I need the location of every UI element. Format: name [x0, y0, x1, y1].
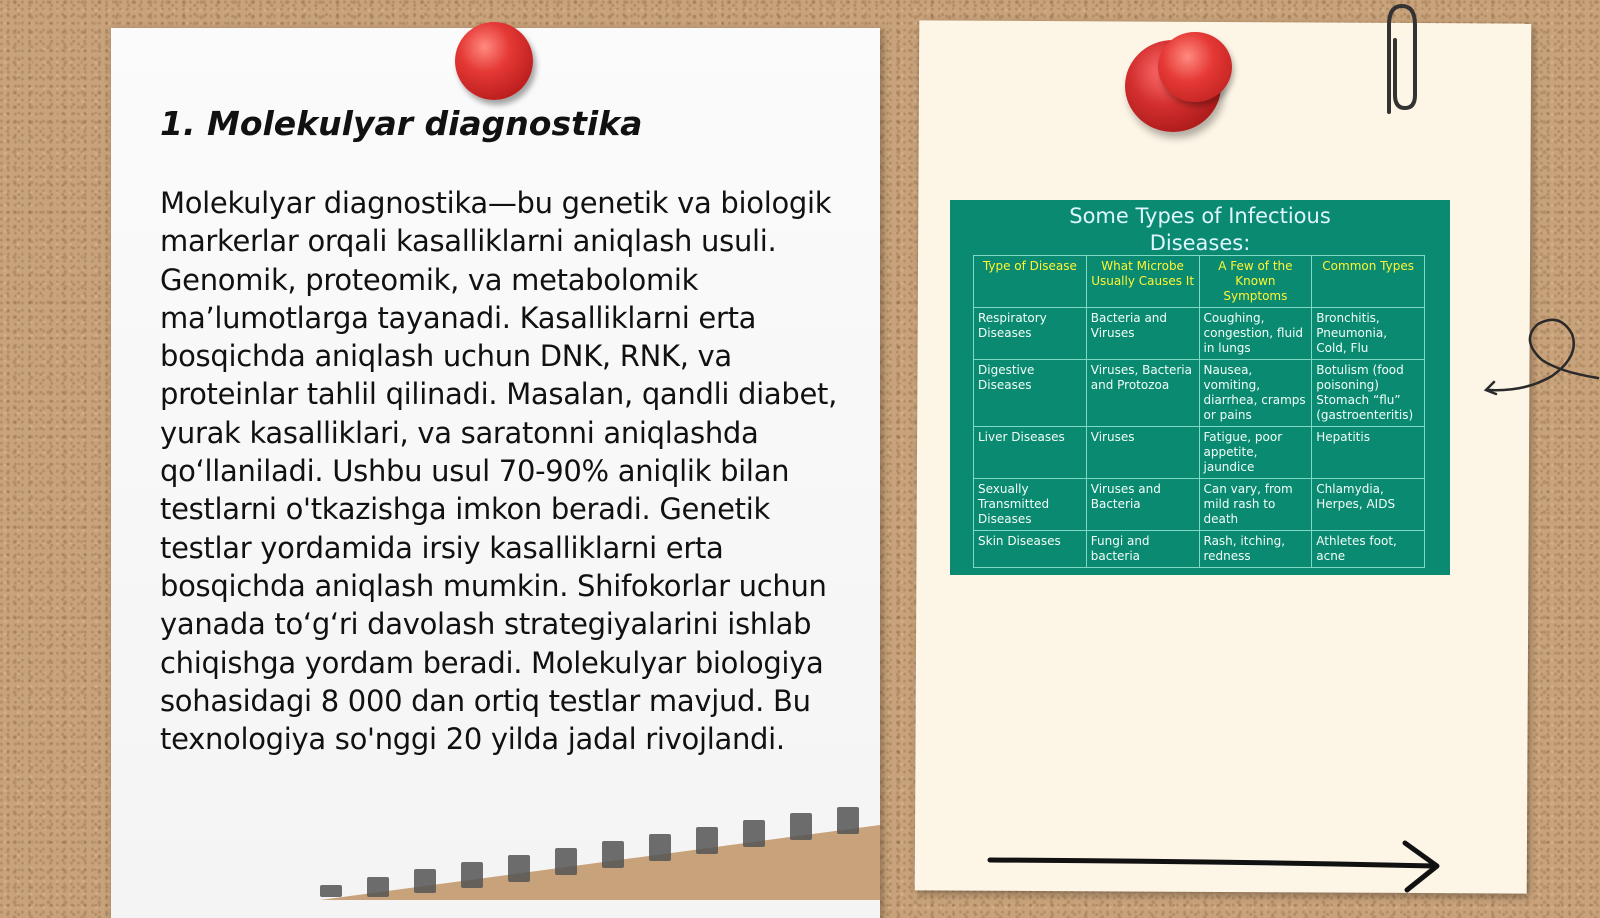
paper-clip-icon — [1375, 0, 1425, 125]
table-cell: Rash, itching, redness — [1199, 531, 1312, 568]
table-cell: Botulism (food poisoning) Stomach “flu” (gastroenteritis) — [1312, 360, 1425, 427]
column-header: What Microbe Usually Causes It — [1086, 256, 1199, 308]
push-pin-icon — [455, 22, 533, 100]
table-row — [974, 427, 1425, 479]
table-cell: Viruses — [1086, 427, 1199, 479]
table-cell: Viruses and Bacteria — [1086, 479, 1199, 531]
table-header-row — [974, 256, 1425, 308]
table-cell: Hepatitis — [1312, 427, 1425, 479]
table-title: Some Types of Infectious Diseases: — [1069, 204, 1331, 255]
table-cell: Viruses, Bacteria and Protozoa — [1086, 360, 1199, 427]
table-cell: Sexually Transmitted Diseases — [974, 479, 1087, 531]
table-cell: Chlamydia, Herpes, AIDS — [1312, 479, 1425, 531]
table-cell: Digestive Diseases — [974, 360, 1087, 427]
infectious-diseases-table-panel — [950, 200, 1450, 575]
table-row — [974, 531, 1425, 568]
column-header: A Few of the Known Symptoms — [1199, 256, 1312, 308]
table-cell: Can vary, from mild rash to death — [1199, 479, 1312, 531]
table-cell: Liver Diseases — [974, 427, 1087, 479]
table-row — [974, 308, 1425, 360]
table-cell: Respiratory Diseases — [974, 308, 1087, 360]
table-row — [974, 479, 1425, 531]
column-header: Common Types — [1312, 256, 1425, 308]
diseases-table — [973, 255, 1425, 568]
table-cell: Athletes foot, acne — [1312, 531, 1425, 568]
column-header: Type of Disease — [974, 256, 1087, 308]
curl-doodle-icon — [1480, 310, 1600, 410]
torn-paper-edge — [320, 805, 880, 900]
table-cell: Nausea, vomiting, diarrhea, cramps or pains — [1199, 360, 1312, 427]
table-cell: Bronchitis, Pneumonia, Cold, Flu — [1312, 308, 1425, 360]
table-cell: Coughing, congestion, fluid in lungs — [1199, 308, 1312, 360]
body-paragraph: Molekulyar diagnostika—bu genetik va biologik markerlar orqali kasalliklarni aniqlash usuli. Genomik, proteomik, va metabolomik ma’lumotlarga tayanadi. Kasalliklarni erta bosqichda aniqlash uchun DNK, RNK, va proteinlar tahlil qilinadi. Masalan, qandli diabet, yurak kasalliklari, va saratonni aniqlashda qo‘llaniladi. Ushbu usul 70-90% aniqlik bilan testlarni o'tkazishga imkon beradi. Genetik testlar yordamida irsiy kasalliklarni erta bosqichda aniqlash mumkin. Shifokorlar uchun yanada to‘g‘ri davolash strategiyalarini ishlab chiqishga yordam beradi. Molekulyar biologiya sohasidagi 8 000 dan ortiq testlar mavjud. Bu texnologiya so'nggi 20 yilda jadal rivojlandi. — [160, 186, 837, 757]
table-cell: Skin Diseases — [974, 531, 1087, 568]
table-cell: Bacteria and Viruses — [1086, 308, 1199, 360]
table-cell: Fungi and bacteria — [1086, 531, 1199, 568]
page-title: 1. Molekulyar diagnostika — [160, 104, 643, 143]
table-cell: Fatigue, poor appetite, jaundice — [1199, 427, 1312, 479]
table-row — [974, 360, 1425, 427]
arrow-right-icon — [985, 835, 1450, 895]
push-pin-icon — [1158, 32, 1232, 102]
